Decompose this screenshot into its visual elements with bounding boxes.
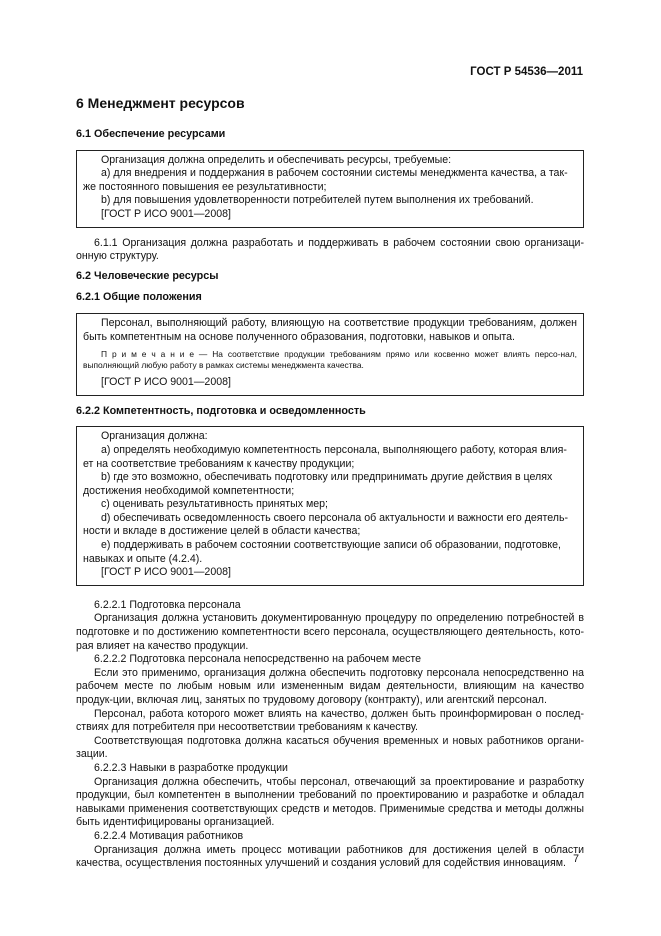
section-6-2-2-3-title: 6.2.2.3 Навыки в разработке продукции	[94, 761, 288, 774]
paragraph: Соответствующая подготовка должна касаться обучения временных и новых работников органи-зации.	[76, 734, 584, 761]
quote-line: b) для повышения удовлетворенности потребителей путем выполнения их требований.	[101, 194, 534, 207]
quote-line: d) обеспечивать осведомленность своего персонала об актуальности и важности его деятель-	[101, 511, 569, 524]
quote-box-6-2-1	[76, 313, 584, 396]
section-6-title: 6 Менеджмент ресурсов	[76, 95, 245, 111]
page-content	[76, 94, 584, 871]
paragraph: Если это применимо, организация должна обеспечить подготовку персонала непосредственно на рабочем месте по любым новым или измененным видам деятельности, влияющим на качество продук-ции, включая лиц, занятых по трудовому договору (контракту), или агентский персонал.	[76, 666, 584, 706]
section-6-2-2-4-title: 6.2.2.4 Мотивация работников	[94, 829, 244, 842]
standard-header: ГОСТ Р 54536—2011	[470, 66, 583, 78]
section-6-2-1-title: 6.2.1 Общие положения	[76, 291, 202, 304]
quote-reference: [ГОСТ Р ИСО 9001—2008]	[101, 566, 231, 579]
quote-reference: [ГОСТ Р ИСО 9001—2008]	[101, 376, 231, 389]
quote-line: b) где это возможно, обеспечивать подготовку или предпринимать другие действия в целях	[101, 471, 553, 484]
paragraph: Организация должна обеспечить, чтобы персонал, отвечающий за проектирование и разработку продукции, был компетентен в выполнении требований по проектированию и разработке и обладал навыками применения соответствующих средств и методов. Применимые средства и методы должны быть идентифицированы организацией.	[76, 775, 584, 829]
quote-line: c) оценивать результативность принятых мер;	[101, 498, 328, 511]
section-6-1-title: 6.1 Обеспечение ресурсами	[76, 128, 226, 140]
paragraph: Организация должна иметь процесс мотивации работников для достижения целей в области качества, осуществления постоянных улучшений и создания условий для содействия инновациям.	[76, 843, 584, 870]
quote-line: а) для внедрения и поддержания в рабочем состоянии системы менеджмента качества, а так-	[101, 167, 568, 180]
quote-text: Персонал, выполняющий работу, влияющую на соответствие продукции требованиям, должен быть компетентным на основе полученного образования, подготовки, навыков и опыта.	[83, 316, 577, 343]
section-6-2-2-2-title: 6.2.2.2 Подготовка персонала непосредственно на рабочем месте	[94, 653, 422, 666]
quote-line: же постоянного повышения ее результативности;	[83, 180, 327, 193]
quote-line: Организация должна:	[101, 430, 208, 443]
quote-box-6-2-2	[76, 426, 584, 586]
quote-line: Организация должна определить и обеспечивать ресурсы, требуемые:	[101, 153, 452, 166]
quote-line: а) определять необходимую компетентность персонала, выполняющего работу, которая влия-	[101, 443, 567, 456]
page-number: 7	[573, 853, 579, 865]
section-6-2-2-1-title: 6.2.2.1 Подготовка персонала	[94, 598, 241, 611]
quote-box-6-1	[76, 150, 584, 228]
note-text: П р и м е ч а н и е — На соответствие продукции требованиям прямо или косвенно может влиять персо-нал, выполняющий любую работу в рамках системы менеджмента качества.	[83, 349, 577, 371]
paragraph-6-1-1: 6.1.1 Организация должна разработать и поддерживать в рабочем состоянии свою организаци-онную структуру.	[76, 236, 584, 263]
quote-line: ет на соответствие требованиям к качеству продукции;	[83, 457, 355, 470]
paragraph: Персонал, работа которого может влиять на качество, должен быть проинформирован о послед-ствиях для потребителя при несоответствии требованиям к качеству.	[76, 707, 584, 734]
quote-line: навыках и опыте (4.2.4).	[83, 552, 203, 565]
quote-line: достижения необходимой компетентности;	[83, 484, 295, 497]
paragraph: Организация должна установить документированную процедуру по определению потребностей в подготовке и по достижению компетентности всего персонала, осуществляющего деятельность, кото-рая влияет на качество продукции.	[76, 612, 584, 652]
quote-reference: [ГОСТ Р ИСО 9001—2008]	[101, 207, 231, 220]
quote-line: ности и вкладе в достижение целей в области качества;	[83, 525, 361, 538]
section-6-2-2-title: 6.2.2 Компетентность, подготовка и осведомленность	[76, 404, 366, 417]
section-6-2-title: 6.2 Человеческие ресурсы	[76, 269, 219, 282]
quote-line: e) поддерживать в рабочем состоянии соответствующие записи об образовании, подготовке,	[101, 539, 561, 552]
